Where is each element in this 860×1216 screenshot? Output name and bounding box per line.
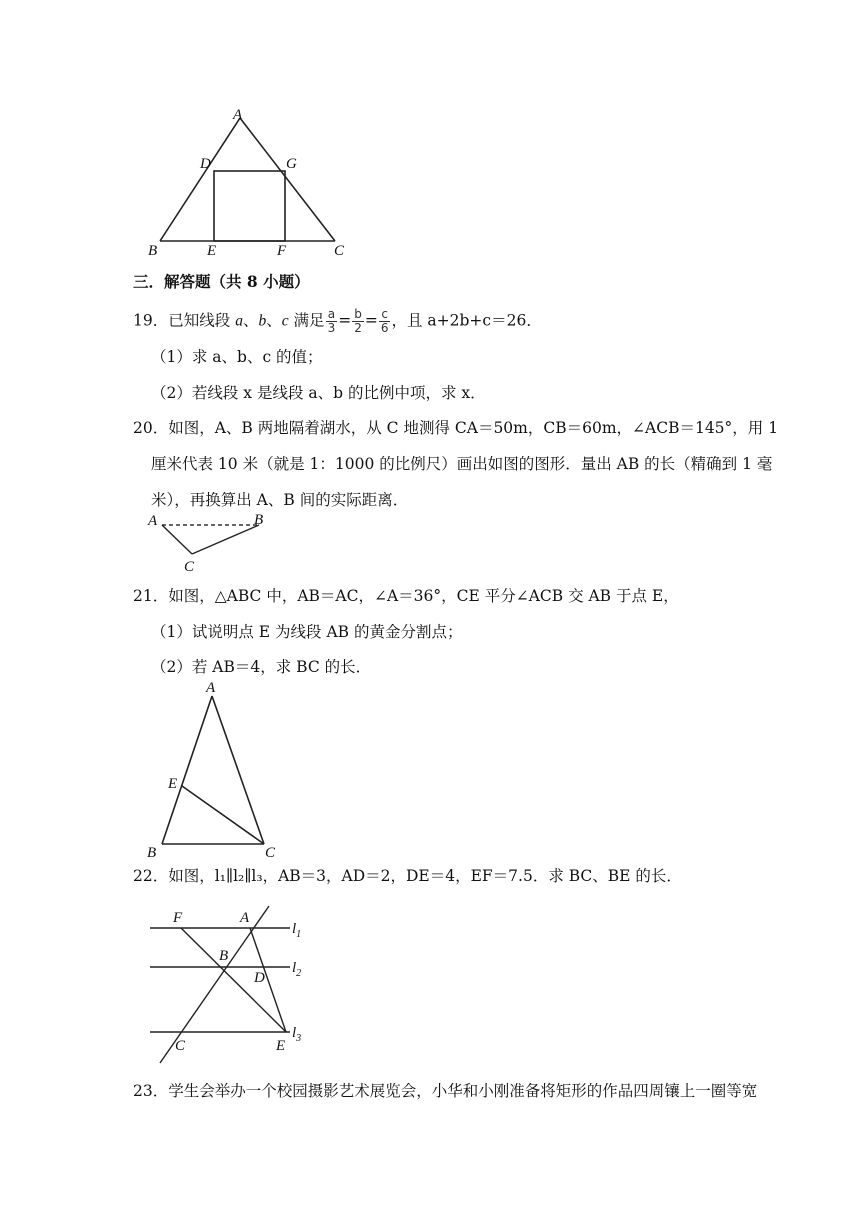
label-b: B [254,512,264,528]
label-e: E [207,243,217,259]
q19-stem: 19．已知线段 a、b、c 满足 $\frac{a}{3}$ = $\frac{b}{2}$ = $\frac{c}{6}$ ，且 a+2b+c＝26． [133,307,542,335]
label-a: A [233,107,243,123]
q19-number: 19． [133,311,169,330]
label-c: C [175,1038,186,1054]
label-c: C [265,845,276,861]
side-ab [160,118,240,241]
label-c: C [334,243,345,259]
q19-part2: （2）若线段 x 是线段 a、b 的比例中项，求 x． [151,384,486,402]
label-a: A [148,513,158,529]
segment-ac [162,525,192,554]
label-l1: $l_1$ [292,921,302,940]
bisector-ce [182,786,264,844]
label-b: B [219,948,229,964]
label-g: G [286,156,297,172]
parallel-lines-figure [145,900,320,1068]
q22-line1: 22．如图，l₁∥l₂∥l₃，AB＝3，AD＝2，DE＝4，EF＝7.5．求 BC、BE 的长． [133,867,682,885]
label-b: B [147,845,157,861]
label-b: B [148,243,158,259]
label-d: D [200,156,211,172]
q21-part1: （1）试说明点 E 为线段 AB 的黄金分割点； [151,623,463,641]
section-title: 三．解答题（共 8 小题） [133,272,310,291]
q20-line1: 20．如图，A、B 两地隔着湖水，从 C 地测得 CA＝50m，CB＝60m，∠ACB＝145°，用 1 [133,419,779,437]
label-a: A [240,910,250,926]
side-ac [212,696,264,844]
label-l2: $l_2$ [292,960,302,979]
q21-line1: 21．如图，△ABC 中，AB＝AC，∠A＝36°，CE 平分∠ACB 交 AB 于点 E， [133,587,679,605]
lake-figure [142,508,272,578]
side-ab [162,696,212,844]
label-f: F [173,910,183,926]
fraction-b-2: $\frac{b}{2}$ [354,307,362,335]
label-e: E [168,776,178,792]
fraction-c-6: $\frac{c}{6}$ [380,307,389,335]
label-a: A [206,680,216,696]
q20-line3: 米），再换算出 A、B 间的实际距离． [151,491,409,509]
fraction-a-3: $\frac{a}{3}$ [327,307,336,335]
label-c: C [184,559,195,575]
label-l3: $l_3$ [292,1025,302,1044]
q19-part1: （1）求 a、b、c 的值； [151,348,323,366]
q23-line1: 23．学生会举办一个校园摄影艺术展览会，小华和小刚准备将矩形的作品四周镶上一圈等宽 [133,1082,758,1100]
square-dgfe [214,171,285,241]
golden-triangle-figure [140,678,290,863]
transversal-fe [181,928,286,1032]
triangle-square-figure [140,105,355,260]
label-e: E [276,1038,286,1054]
segment-cb [192,525,259,554]
side-ac [240,118,335,241]
label-d: D [254,970,265,986]
q21-part2: （2）若 AB＝4，求 BC 的长． [151,658,372,676]
label-f: F [277,243,287,259]
q20-line2: 厘米代表 10 米（就是 1：1000 的比例尺）画出如图的图形．量出 AB 的长（精确到 1 毫 [151,455,773,473]
